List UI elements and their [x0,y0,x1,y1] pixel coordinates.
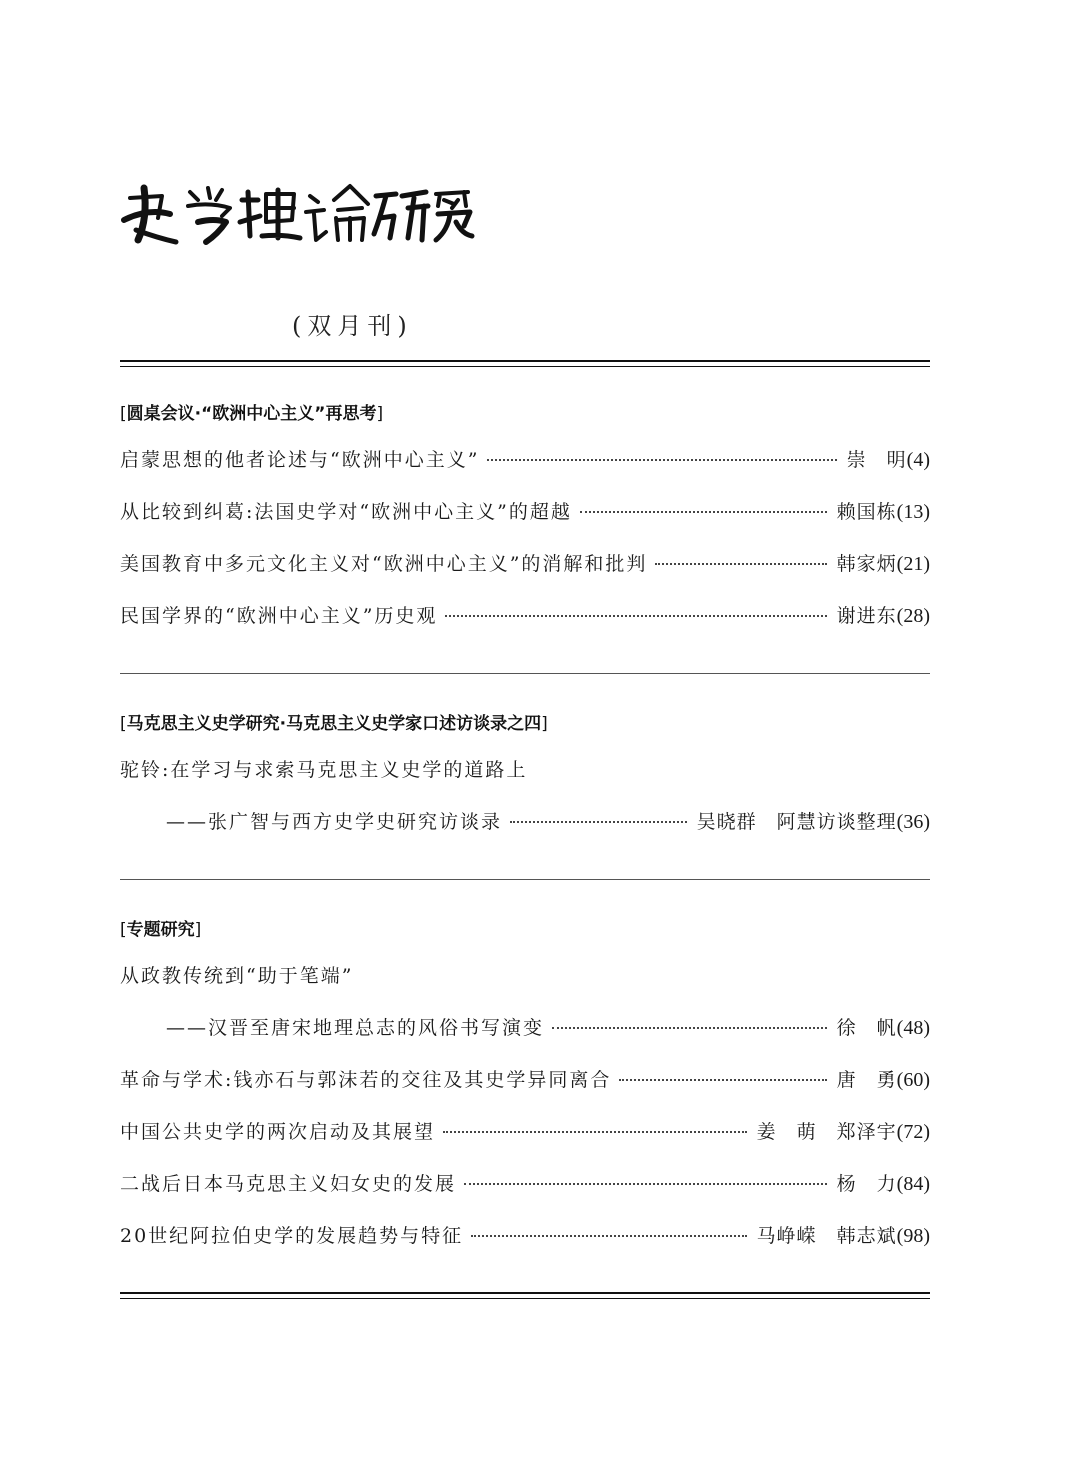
bottom-double-rule [120,1292,930,1299]
article-author: 韩家炳 [836,553,897,575]
toc-entry[interactable] [120,1221,930,1273]
section-header: [马克思主义史学研究·马克思主义史学家口述访谈录之四] [120,714,548,734]
article-author: 徐 帆 [836,1017,897,1039]
page-number: (98) [896,1225,930,1247]
article-author: 赖国栋 [836,501,897,523]
article-title: 启蒙思想的他者论述与“欧洲中心主义” [120,449,480,471]
article-title: 美国教育中多元文化主义对“欧洲中心主义”的消解和批判 [120,553,648,575]
page-number: (28) [896,605,930,627]
article-title: 20世纪阿拉伯史学的发展趋势与特征 [120,1225,464,1247]
dot-leader [445,614,826,617]
article-subtitle: ——张广智与西方史学史研究访谈录 [166,811,503,833]
article-author: 崇 明 [846,449,907,471]
toc-entry[interactable] [120,961,930,1013]
toc-entry[interactable] [120,755,930,807]
toc-entry[interactable] [120,1117,930,1169]
toc-entry[interactable] [120,549,930,601]
toc-entry-subtitle[interactable] [120,807,930,859]
journal-masthead [118,178,478,248]
dot-leader [471,1234,746,1237]
dot-leader [443,1130,747,1133]
article-author: 杨 力 [836,1173,897,1195]
toc-entry-subtitle[interactable] [120,1013,930,1065]
article-author: 谢进东 [836,605,897,627]
dot-leader [487,458,836,461]
article-author: 唐 勇 [836,1069,897,1091]
page-number: (4) [906,449,930,471]
article-title: 中国公共史学的两次启动及其展望 [120,1121,436,1143]
article-subtitle: ——汉晋至唐宋地理总志的风俗书写演变 [166,1017,545,1039]
section-header: [圆桌会议·“欧洲中心主义”再思考] [120,404,384,424]
section-divider [120,879,930,880]
dot-leader [619,1078,826,1081]
article-title: 从比较到纠葛:法国史学对“欧洲中心主义”的超越 [120,501,572,523]
toc-entry[interactable] [120,497,930,549]
article-title: 从政教传统到“助于笔端” [120,965,354,987]
toc-entry[interactable] [120,1065,930,1117]
article-author: 马峥嵘 韩志斌 [756,1225,897,1247]
section-special-research [120,918,930,1273]
article-title: 驼铃:在学习与求索马克思主义史学的道路上 [120,759,528,781]
page-number: (72) [896,1121,930,1143]
page-number: (36) [896,811,930,833]
toc-entry[interactable] [120,445,930,497]
toc-entry[interactable] [120,1169,930,1221]
dot-leader [552,1026,827,1029]
article-author: 姜 萌 郑泽宇 [756,1121,897,1143]
dot-leader [464,1182,827,1185]
publication-frequency: (双月刊) [292,312,413,340]
page-number: (13) [896,501,930,523]
section-marxist-historiography [120,712,930,859]
page-number: (60) [896,1069,930,1091]
page-number: (84) [896,1173,930,1195]
dot-leader [510,820,687,823]
section-divider [120,673,930,674]
top-double-rule [120,360,930,367]
toc-entry[interactable] [120,601,930,653]
article-title: 革命与学术:钱亦石与郭沫若的交往及其史学异同离合 [120,1069,612,1091]
section-header: [专题研究] [120,920,202,940]
page-number: (21) [896,553,930,575]
article-author: 吴晓群 阿慧访谈整理 [696,811,897,833]
article-title: 民国学界的“欧洲中心主义”历史观 [120,605,438,627]
calligraphy-logo [118,178,478,248]
dot-leader [580,510,827,513]
section-roundtable [120,402,930,653]
page-number: (48) [896,1017,930,1039]
dot-leader [655,562,826,565]
article-title: 二战后日本马克思主义妇女史的发展 [120,1173,457,1195]
